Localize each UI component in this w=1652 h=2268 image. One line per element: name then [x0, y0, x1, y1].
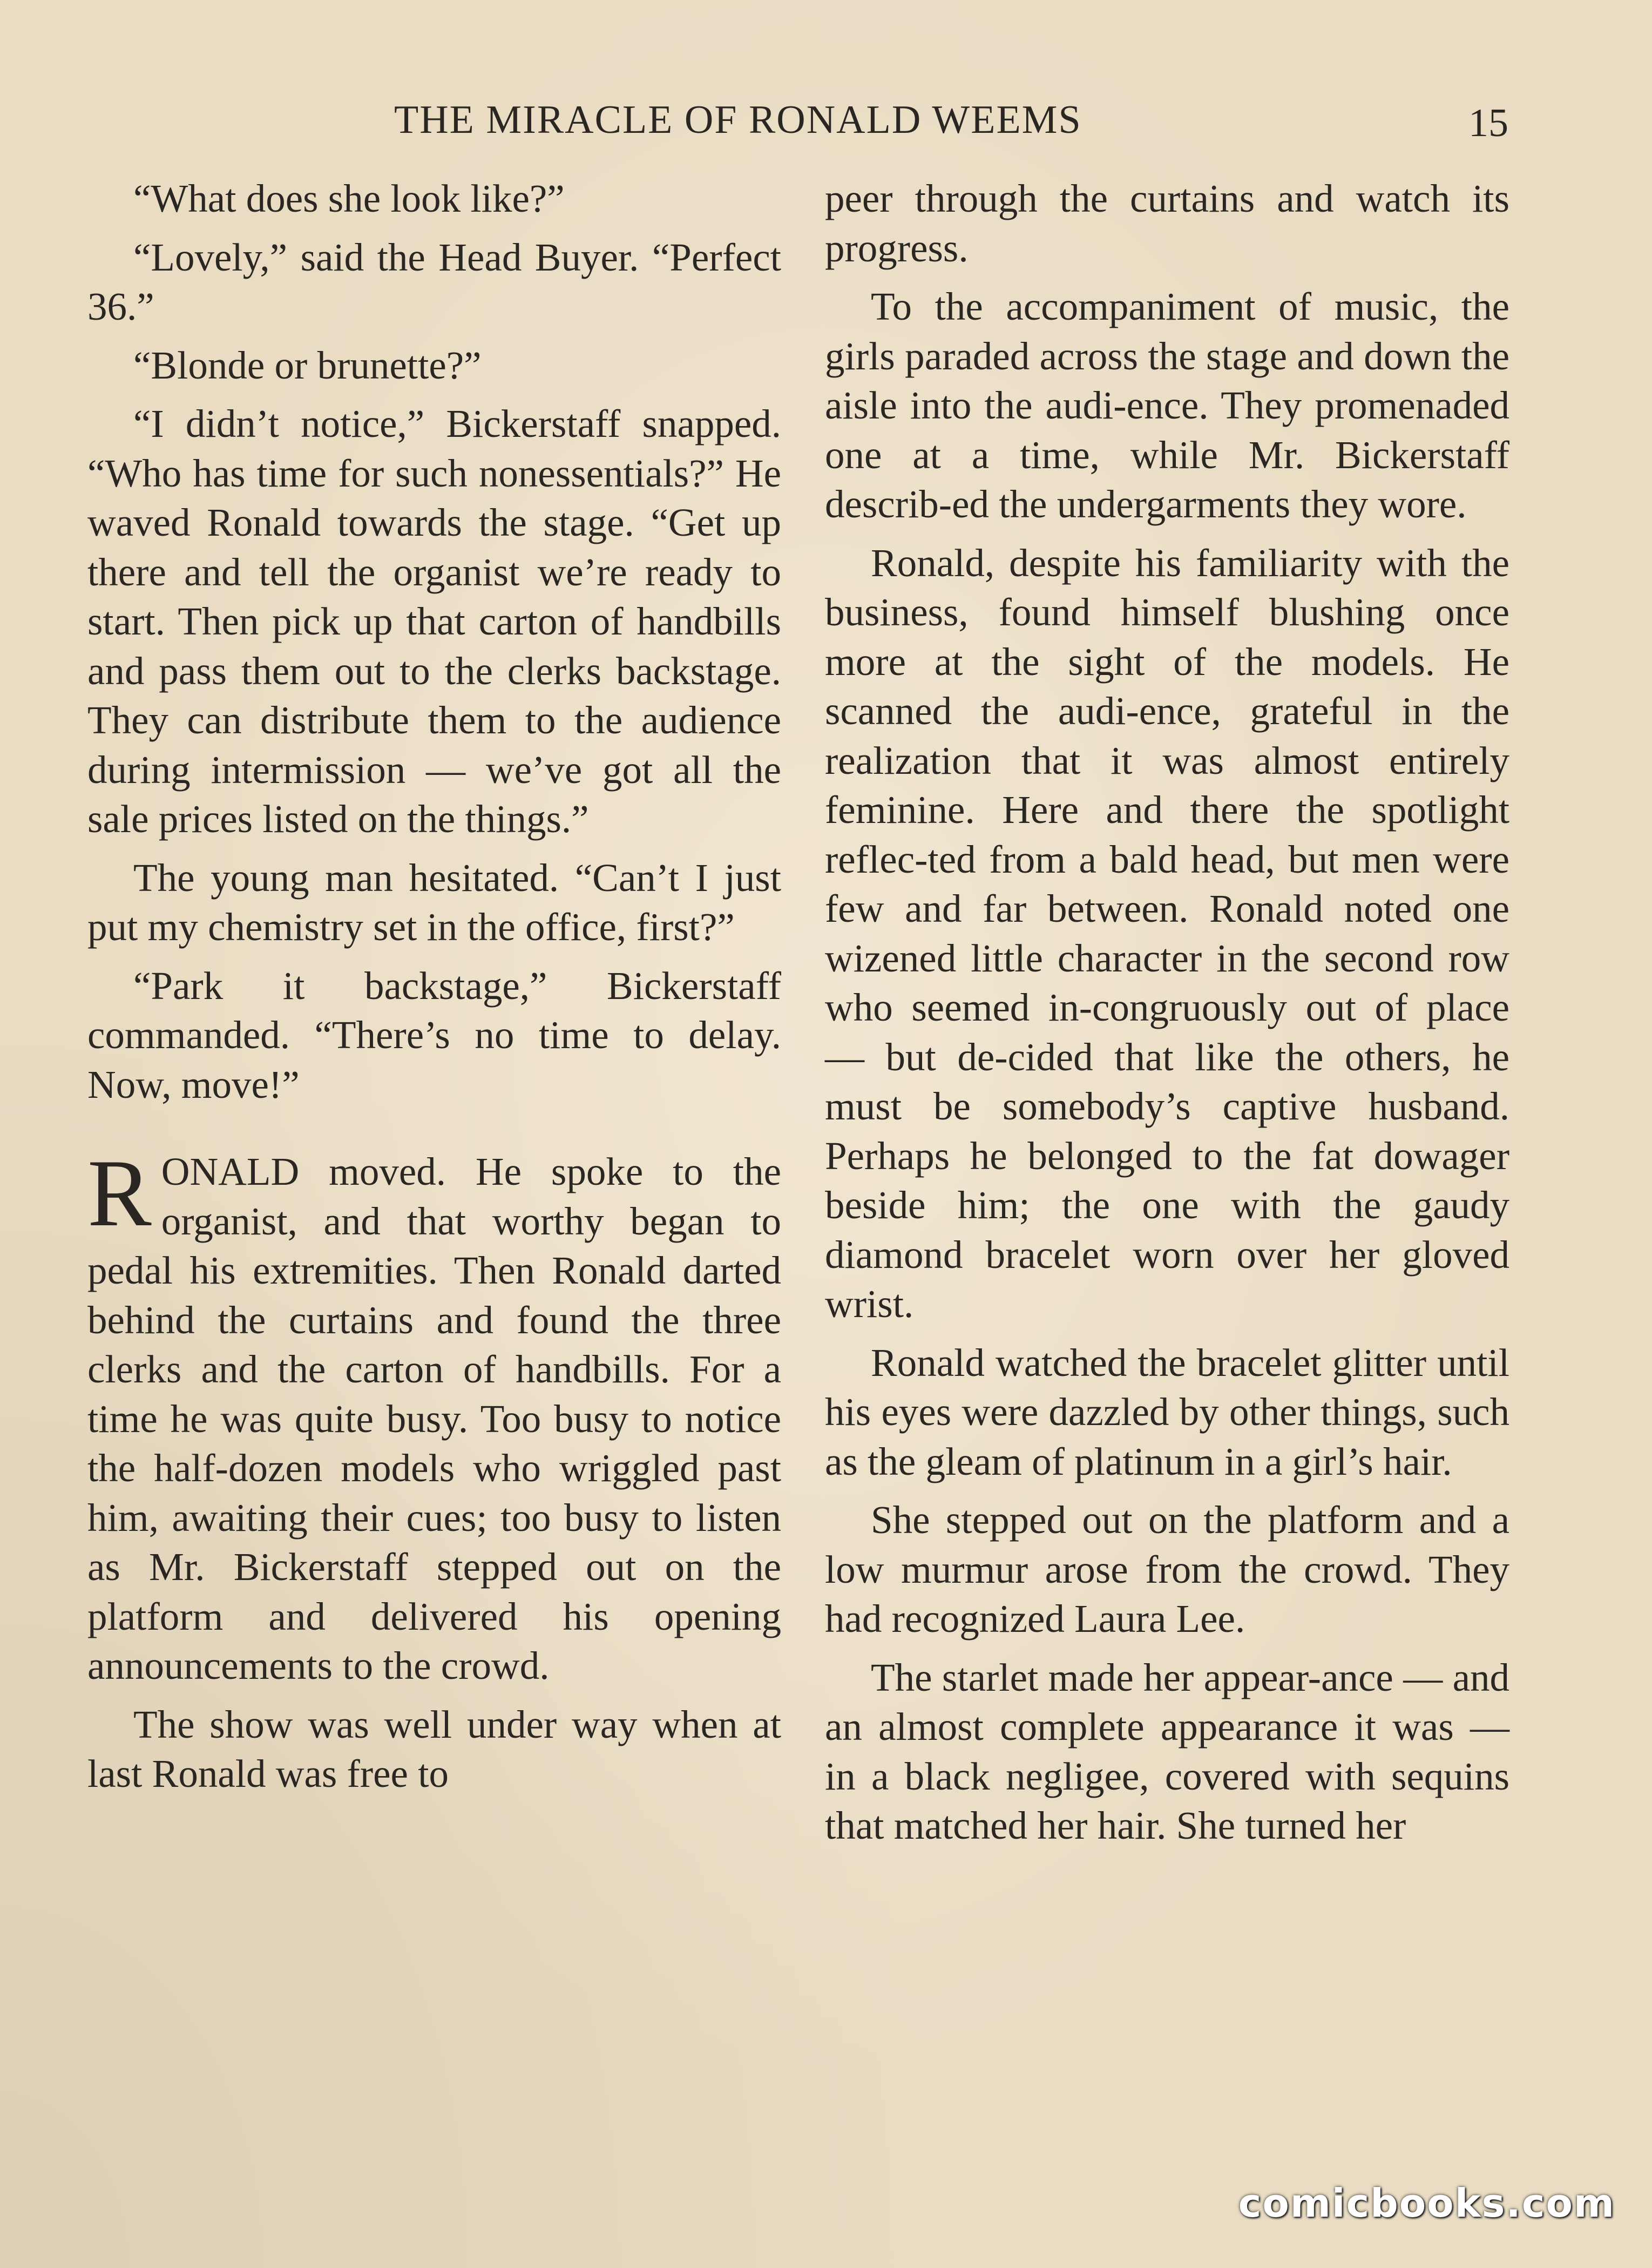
- paragraph: “What does she look like?”: [133, 177, 565, 220]
- paragraph-continued: peer through the curtains and watch its progress.: [825, 177, 1509, 270]
- right-column: [825, 174, 1509, 1860]
- page-number: 15: [1468, 101, 1508, 145]
- paragraph: Ronald watched the bracelet glitter until his eyes were dazzled by other things, such as the gleam of platinum in a girl’s hair.: [825, 1340, 1509, 1483]
- paragraph: “Blonde or brunette?”: [133, 343, 482, 387]
- running-title: THE MIRACLE OF RONALD WEEMS: [394, 98, 1082, 142]
- paragraph: “I didn’t notice,” Bickerstaff snapped. “Who has time for such nonessentials?” He waved Ronald towards the stage. “Get up there and tell the organist we’re ready to start. Then pick up that carton of handbills and pass them out to the clerks backstage. They can distribute them to the audience during intermission — we’ve got all the sale prices listed on the things.”: [87, 402, 781, 841]
- paragraph: To the accompaniment of music, the girls paraded across the stage and down the aisle into the audi-ence. They promenaded one at a time, while Mr. Bickerstaff describ-ed the undergarments they wore.: [825, 285, 1509, 526]
- site-watermark: comicbooks.com: [1238, 2181, 1615, 2226]
- paragraph: The young man hesitated. “Can’t I just put my chemistry set in the office, first?”: [87, 855, 781, 949]
- paragraph: She stepped out on the platform and a low murmur arose from the crowd. They had recognized Laura Lee.: [825, 1498, 1509, 1641]
- section-start-paragraph: [87, 1139, 781, 1691]
- paragraph: “Park it backstage,” Bickerstaff commanded. “There’s no time to delay. Now, move!”: [87, 963, 781, 1106]
- paragraph-text: ONALD moved. He spoke to the organist, and that worthy began to pedal his extremities. Then Ronald darted behind the curtains and found the three clerks and the carton of handbills. For a time he was quite busy. Too busy to notice the half-dozen models who wriggled past him, awaiting their cues; too busy to listen as Mr. Bickerstaff stepped out on the platform and delivered his opening announcements to the crowd.: [87, 1150, 781, 1688]
- drop-cap: R: [87, 1139, 152, 1246]
- paragraph: Ronald, despite his familiarity with the business, found himself blushing once more at the sight of the models. He scanned the audi-ence, grateful in the realization that it was almost entirely feminine. Here and there the spotlight reflec-ted from a bald head, but men were few and far between. Ronald noted one wizened little character in the second row who seemed in-congruously out of place — but de-cided that like the others, he must be somebody’s captive husband. Perhaps he belonged to the fat dowager beside him; the one with the gaudy diamond bracelet worn over her gloved wrist.: [825, 541, 1509, 1326]
- running-header: [0, 97, 1652, 157]
- left-column: [87, 174, 781, 1808]
- paragraph: “Lovely,” said the Head Buyer. “Perfect 36.”: [87, 235, 781, 328]
- paragraph: The starlet made her appear-ance — and an almost complete appearance it was — in a black negligee, covered with sequins that matched her hair. She turned her: [825, 1655, 1509, 1847]
- paragraph: The show was well under way when at last Ronald was free to: [87, 1702, 781, 1796]
